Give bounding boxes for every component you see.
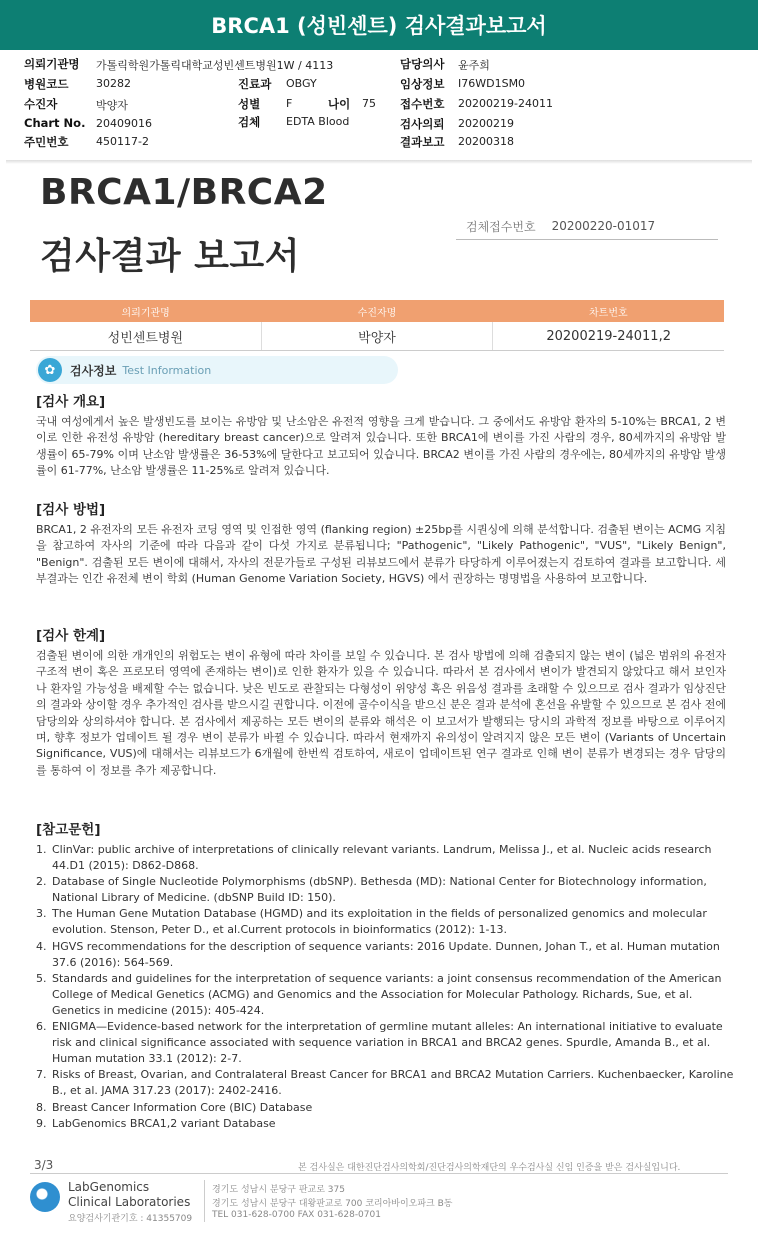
requesting-institution-label: 의뢰기관명 [24,57,80,71]
hospital-code: 30282 [96,77,131,90]
request-date-label: 검사의뢰 [400,117,445,131]
section-overview [36,390,726,480]
resident-no: 450117-2 [96,135,149,148]
doctor-label: 담당의사 [400,57,445,71]
list-item: 7. Risks of Breast, Ovarian, and Contralateral Breast Cancer for BRCA1 and BRCA2 Mutation Carriers. Kuchenbaecker, Karoline B., et al. JAMA 317.23 (2017): 2402-2416. [50,1067,736,1099]
specimen-label: 검체 [238,115,261,129]
list-item: 6. ENIGMA—Evidence-based network for the interpretation of germline mutant alleles: An international initiative to evaluate risk and clinical significance associated with sequence variation in BRCA1 and BRCA2 genes. Spurdle, Amanda B., et al. Human mutation 33.1 (2012): 2-7. [50,1019,736,1067]
report-main-title-2: 검사결과 보고서 [40,236,300,277]
table-cell: 박양자 [261,322,493,350]
footer [0,1150,758,1240]
list-item: 4. HGVS recommendations for the description of sequence variants: 2016 Update. Dunnen, Johan T., et al. Human mutation 37.6 (2016): 564-569. [50,939,736,971]
footer-vertical-divider [204,1180,205,1222]
requesting-institution: 가톨릭학원가톨릭대학교성빈센트병원1W / 4113 [96,59,334,72]
doctor: 윤주희 [458,59,490,72]
request-date: 20200219 [458,117,514,130]
table-row [30,322,724,351]
page-number: 3/3 [34,1158,54,1172]
patient-label: 수진자 [24,97,58,111]
specimen-receipt-box [456,213,718,240]
section-heading: [검사 한계] [36,628,106,644]
lab-code: 요양검사기관기호 : 41355709 [68,1214,193,1224]
table-header-cell: 차트번호 [589,307,628,319]
test-info-label: 검사정보 [70,363,117,378]
labgenomics-logo-icon [30,1182,60,1212]
patient-summary-table [30,300,724,351]
list-item: 2. Database of Single Nucleotide Polymorphisms (dbSNP). Bethesda (MD): National Center for Biotechnology information, National Library of Medicine. (dbSNP Build ID: 150). [50,874,736,906]
footer-divider [30,1173,728,1174]
report-date-label: 결과보고 [400,135,445,149]
section-body: 검출된 변이에 의한 개개인의 위험도는 변이 유형에 따라 차이를 보일 수 있습니다. 본 검사 방법에 의해 검출되지 않는 변이 (넓은 범위의 유전자 구조적 변이 혹은 프로모터 영역에 존재하는 변이)로 인한 환자가 있을 수 있습니다. 따라서 본 검사에서 변이가 발견되지 않았다고 해서 보인자나 환자일 가능성을 배제할 수는 없습니다. 낮은 빈도로 관찰되는 다형성이 위양성 혹은 위음성 결과를 초래할 수 있으므로 검사 결과가 임상진단의 결과와 상이할 경우 추가적인 검사를 받으시길 권합니다. 이전에 골수이식을 받으신 분은 결과 분석에 혼선을 유발할 수 있으므로 본 검사 전에 담당의와 상의하셔야 합니다. 본 검사에서 제공하는 모든 변이의 분류와 해석은 이 보고서가 발행되는 당시의 과학적 정보를 바탕으로 이루어지며, 향후 정보가 업데이트 될 경우 변이 분류가 바뀔 수 있습니다. 따라서 현재까지 유의성이 알려지지 않은 모든 변이 (Variants of Uncertain Significance, VUS)에 대해서는 리뷰보드가 6개월에 한번씩 검토하여, 새로이 업데이트된 연구 결과로 인해 변이 분류가 변경되는 경우 담당의를 통하여 이 정보를 추가 제공합니다. [36,649,726,777]
specimen-receipt-no: 20200220-01017 [551,219,656,233]
clinical-info: I76WD1SM0 [458,77,526,90]
section-body: BRCA1, 2 유전자의 모든 유전자 코딩 영역 및 인접한 영역 (flanking region) ±25bp를 시퀀싱에 의해 분석합니다. 검출된 변이는 ACMG 지침을 참고하여 자사의 기준에 따라 다음과 같이 다섯 가지로 분류됩니다; "Pathogenic", "Likely Pathogenic", "VUS", "Likely Benign", "Benign". 검출된 모든 변이에 대해서, 자사의 전문가들로 구성된 리뷰보드에서 분류가 타당하게 이루어졌는지 검토하여 결과를 보고합니다. 세부결과는 인간 유전체 변이 학회 (Human Genome Variation Society, HGVS) 에서 권장하는 명명법을 사용하여 보고합니다. [36,523,726,586]
section-heading: [검사 개요] [36,394,106,410]
references-list [36,842,736,1132]
receipt-no-label: 접수번호 [400,97,445,111]
specimen: EDTA Blood [286,115,350,128]
sex-label: 성별 [238,97,261,111]
report-date: 20200318 [458,135,514,148]
clinical-info-label: 임상정보 [400,77,445,91]
table-header-cell: 수진자명 [357,307,397,319]
references-heading: [참고문헌] [36,822,101,838]
references [36,818,736,1132]
section-limitations [36,624,726,779]
test-info-tab [36,356,398,384]
lab-name-1: LabGenomics [68,1180,150,1194]
receipt-no: 20200219-24011 [458,97,553,110]
list-item: 5. Standards and guidelines for the interpretation of sequence variants: a joint consensus recommendation of the American College of Medical Genetics (ACMG) and Genomics and the Association for Molecular Pathology. Richards, Sue, et al. Genetics in medicine (2015): 405-424. [50,971,736,1019]
page-shadow [6,160,752,164]
section-heading: [검사 방법] [36,502,106,518]
list-item: 3. The Human Gene Mutation Database (HGMD) and its exploitation in the fields of personalized genomics and molecular evolution. Stenson, Peter D., et al.Current protocols in bioinformatics (2012): 1-13. [50,906,736,938]
sex: F [286,97,293,110]
report-title: BRCA1 (성빈센트) 검사결과보고서 [211,14,547,38]
chart-no: 20409016 [96,117,152,130]
list-item: 1. ClinVar: public archive of interpretations of clinically relevant variants. Landrum, Melissa J., et al. Nucleic acids research 44.D1 (2015): D862-D868. [50,842,736,874]
certification-note: 본 검사실은 대한진단검사의학회/진단검사의학재단의 우수검사실 신임 인증을 받은 검사실입니다. [298,1163,681,1173]
table-header-row [30,300,724,322]
address-1: 경기도 성남시 분당구 판교로 375 [212,1185,345,1195]
section-body: 국내 여성에게서 높은 발생빈도를 보이는 유방암 및 난소암은 유전적 영향을 크게 받습니다. 그 중에서도 유방암 환자의 5-10%는 BRCA1, 2 변이로 인한 유전성 유방암 (hereditary breast cancer)으로 알려져 있습니다. 또한 BRCA1에 변이를 가진 사람의 경우, 80세까지의 유방암 발생률이 65-79% 이며 난소암 발생률은 36-53%에 달한다고 보고되어 있습니다. BRCA2 변이를 가진 사람의 경우에는, 80세까지의 유방암 발생률이 61-77%, 난소암 발생률은 11-25%로 알려져 있습니다. [36,415,726,478]
table-cell: 20200219-24011,2 [492,322,724,350]
report-main-title-1: BRCA1/BRCA2 [40,172,328,213]
hospital-code-label: 병원코드 [24,77,69,91]
age: 75 [362,97,376,110]
list-item: 8. Breast Cancer Information Core (BIC) Database [50,1100,736,1116]
lab-name-2: Clinical Laboratories [68,1195,191,1209]
resident-no-label: 주민번호 [24,135,69,149]
table-cell: 성빈센트병원 [107,330,184,346]
test-info-en-label: Test Information [122,363,212,377]
age-label: 나이 [328,97,351,111]
phone: TEL 031-628-0700 FAX 031-628-0701 [212,1210,381,1220]
patient-name: 박양자 [96,99,128,112]
address-2: 경기도 성남시 분당구 대왕판교로 700 코리아바이오파크 B동 [212,1199,453,1209]
chart-no-label: Chart No. [24,116,86,130]
table-header-cell: 의뢰기관명 [121,307,170,319]
department-label: 진료과 [238,77,272,91]
list-item: 9. LabGenomics BRCA1,2 variant Database [50,1116,736,1132]
section-method [36,498,726,588]
ribbon-icon: ✿ [38,358,62,382]
patient-meta [0,54,758,154]
department: OBGY [286,77,317,90]
report-header [0,0,758,50]
specimen-receipt-label: 검체접수번호 [466,219,536,234]
